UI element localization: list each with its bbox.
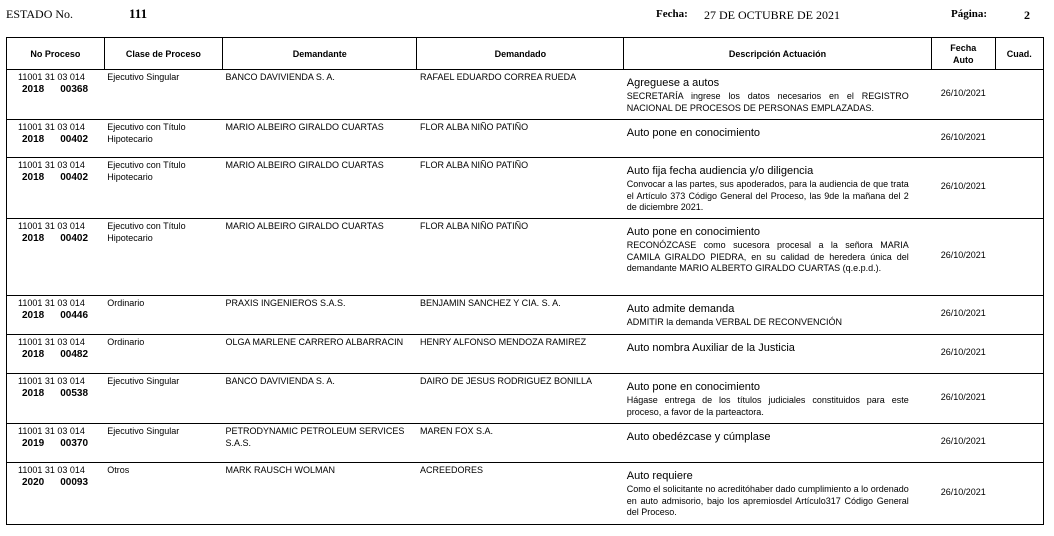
demandante-cell: MARIO ALBEIRO GIRALDO CUARTAS [223,158,417,219]
proceso-year: 2018 [22,232,45,244]
proceso-year: 2018 [22,387,45,399]
proceso-code: 11001 31 03 014 [18,221,85,231]
proceso-year: 2018 [22,309,45,321]
col-demandante: Demandante [223,38,417,70]
cuad-cell [995,463,1043,525]
estado-number: 111 [129,6,148,21]
cuad-cell [995,424,1043,463]
proceso-code: 11001 31 03 014 [18,160,85,170]
demandante-cell: OLGA MARLENE CARRERO ALBARRACIN [223,335,417,374]
cuad-cell [995,219,1043,296]
proceso-number: 00370 [60,437,89,449]
fecha-auto-cell: 26/10/2021 [931,219,995,296]
proceso-year: 2018 [22,83,45,95]
proceso-code: 11001 31 03 014 [18,72,85,82]
proceso-year: 2018 [22,171,45,183]
proceso-code: 11001 31 03 014 [18,426,85,436]
demandante-cell: BANCO DAVIVIENDA S. A. [223,374,417,424]
demandante-cell: BANCO DAVIVIENDA S. A. [223,70,417,120]
cuad-cell [995,120,1043,158]
proceso-number: 00093 [60,476,89,488]
no-proceso-cell [7,219,105,296]
clase-cell: Ejecutivo Singular [104,424,222,463]
descripcion-body: RECONÓZCASE como sucesora procesal a la señora MARIA CAMILA GIRALDO PIEDRA, en su calidad de heredera única del demandante MARIO ALBERTO GIRALDO CUARTAS (q.e.p.d.). [626,240,909,273]
pagina-value: 2 [1024,8,1030,22]
proceso-number: 00368 [60,83,89,95]
table-row [7,70,1044,120]
descripcion-title: Auto requiere [626,470,693,482]
demandante-cell: MARIO ALBEIRO GIRALDO CUARTAS [223,120,417,158]
table-row [7,296,1044,335]
proceso-number: 00446 [60,309,89,321]
table-row [7,158,1044,219]
descripcion-title: Auto obedézcase y cúmplase [626,431,771,443]
no-proceso-cell [7,424,105,463]
descripcion-title: Auto admite demanda [626,303,735,315]
proceso-year: 2018 [22,348,45,360]
descripcion-cell [624,70,932,120]
descripcion-cell [624,120,932,158]
demandante-cell: PRAXIS INGENIEROS S.A.S. [223,296,417,335]
col-descripcion: Descripción Actuación [624,38,932,70]
descripcion-cell [624,296,932,335]
fecha-auto-cell: 26/10/2021 [931,70,995,120]
proceso-year: 2018 [22,133,45,145]
proceso-code: 11001 31 03 014 [18,122,85,132]
cuad-cell [995,158,1043,219]
no-proceso-cell [7,70,105,120]
demandante-cell: MARIO ALBEIRO GIRALDO CUARTAS [223,219,417,296]
clase-cell: Ordinario [104,296,222,335]
cuad-cell [995,70,1043,120]
cuad-cell [995,296,1043,335]
estado-table [6,37,1044,525]
col-fecha-auto-line2: Auto [952,54,974,65]
proceso-number: 00538 [60,387,89,399]
no-proceso-cell [7,158,105,219]
col-no-proceso: No Proceso [7,38,105,70]
no-proceso-cell [7,374,105,424]
demandado-cell: FLOR ALBA NIÑO PATIÑO [417,158,624,219]
descripcion-cell [624,335,932,374]
no-proceso-cell [7,463,105,525]
clase-cell: Ejecutivo con Título Hipotecario [104,219,222,296]
no-proceso-cell [7,296,105,335]
col-clase: Clase de Proceso [104,38,222,70]
descripcion-title: Auto nombra Auxiliar de la Justicia [626,342,795,354]
clase-cell: Otros [104,463,222,525]
estado-label: ESTADO No. [6,7,74,21]
clase-cell: Ejecutivo con Título Hipotecario [104,158,222,219]
table-row [7,463,1044,525]
descripcion-title: Auto pone en conocimiento [626,226,761,238]
table-row [7,374,1044,424]
table-row [7,120,1044,158]
fecha-auto-cell: 26/10/2021 [931,296,995,335]
proceso-year: 2019 [22,437,45,449]
fecha-auto-cell: 26/10/2021 [931,374,995,424]
descripcion-body: Hágase entrega de los títulos judiciales constituidos para este proceso, a favor de la parteactora. [626,395,909,417]
fecha-auto-cell: 26/10/2021 [931,120,995,158]
col-demandado: Demandado [417,38,624,70]
cuad-cell [995,374,1043,424]
proceso-number: 00402 [60,133,89,145]
proceso-number: 00402 [60,232,89,244]
demandado-cell: FLOR ALBA NIÑO PATIÑO [417,219,624,296]
demandado-cell: DAIRO DE JESUS RODRIGUEZ BONILLA [417,374,624,424]
descripcion-cell [624,374,932,424]
descripcion-title: Auto pone en conocimiento [626,381,761,393]
descripcion-body: SECRETARÍA ingrese los datos necesarios en el REGISTRO NACIONAL DE PROCESOS DE PERSONAS EMPLAZADAS. [626,91,909,113]
clase-cell: Ordinario [104,335,222,374]
descripcion-body: Convocar a las partes, sus apoderados, para la audiencia de que trata el Artículo 373 Código General del Proceso, las 9de la mañana del 2 de diciembre 2021. [626,179,909,212]
clase-cell: Ejecutivo Singular [104,70,222,120]
descripcion-title: Auto fija fecha audiencia y/o diligencia [626,165,814,177]
no-proceso-cell [7,335,105,374]
demandado-cell: HENRY ALFONSO MENDOZA RAMIREZ [417,335,624,374]
col-cuad: Cuad. [995,38,1043,70]
proceso-code: 11001 31 03 014 [18,376,85,386]
descripcion-cell [624,219,932,296]
fecha-value: 27 DE OCTUBRE DE 2021 [704,8,840,22]
fecha-label: Fecha: [656,8,688,20]
fecha-auto-cell: 26/10/2021 [931,463,995,525]
proceso-code: 11001 31 03 014 [18,298,85,308]
pagina-label: Página: [951,8,988,20]
proceso-number: 00482 [60,348,89,360]
clase-cell: Ejecutivo Singular [104,374,222,424]
proceso-code: 11001 31 03 014 [18,337,85,347]
descripcion-cell [624,424,932,463]
demandado-cell: RAFAEL EDUARDO CORREA RUEDA [417,70,624,120]
demandado-cell: ACREEDORES [417,463,624,525]
demandado-cell: BENJAMIN SANCHEZ Y CIA. S. A. [417,296,624,335]
fecha-auto-cell: 26/10/2021 [931,335,995,374]
no-proceso-cell [7,120,105,158]
descripcion-title: Agreguese a autos [626,77,720,89]
table-row [7,424,1044,463]
proceso-code: 11001 31 03 014 [18,465,85,475]
demandado-cell: MAREN FOX S.A. [417,424,624,463]
demandante-cell: MARK RAUSCH WOLMAN [223,463,417,525]
col-fecha-auto-line1: Fecha [950,42,977,53]
descripcion-body: ADMITIR la demanda VERBAL DE RECONVENCIÓN [626,317,842,327]
fecha-auto-cell: 26/10/2021 [931,424,995,463]
proceso-year: 2020 [22,476,45,488]
table-row [7,335,1044,374]
descripcion-cell [624,158,932,219]
table-row [7,219,1044,296]
descripcion-title: Auto pone en conocimiento [626,127,761,139]
demandado-cell: FLOR ALBA NIÑO PATIÑO [417,120,624,158]
descripcion-body: Como el solicitante no acreditóhaber dado cumplimiento a lo ordenado en auto admisorio, bajo los apremiosdel Artículo317 Código General del Proceso. [626,484,909,517]
clase-cell: Ejecutivo con Título Hipotecario [104,120,222,158]
descripcion-cell [624,463,932,525]
table-header-row [7,38,1044,70]
proceso-number: 00402 [60,171,89,183]
col-fecha-auto [931,38,995,70]
cuad-cell [995,335,1043,374]
demandante-cell: PETRODYNAMIC PETROLEUM SERVICES S.A.S. [223,424,417,463]
fecha-auto-cell: 26/10/2021 [931,158,995,219]
